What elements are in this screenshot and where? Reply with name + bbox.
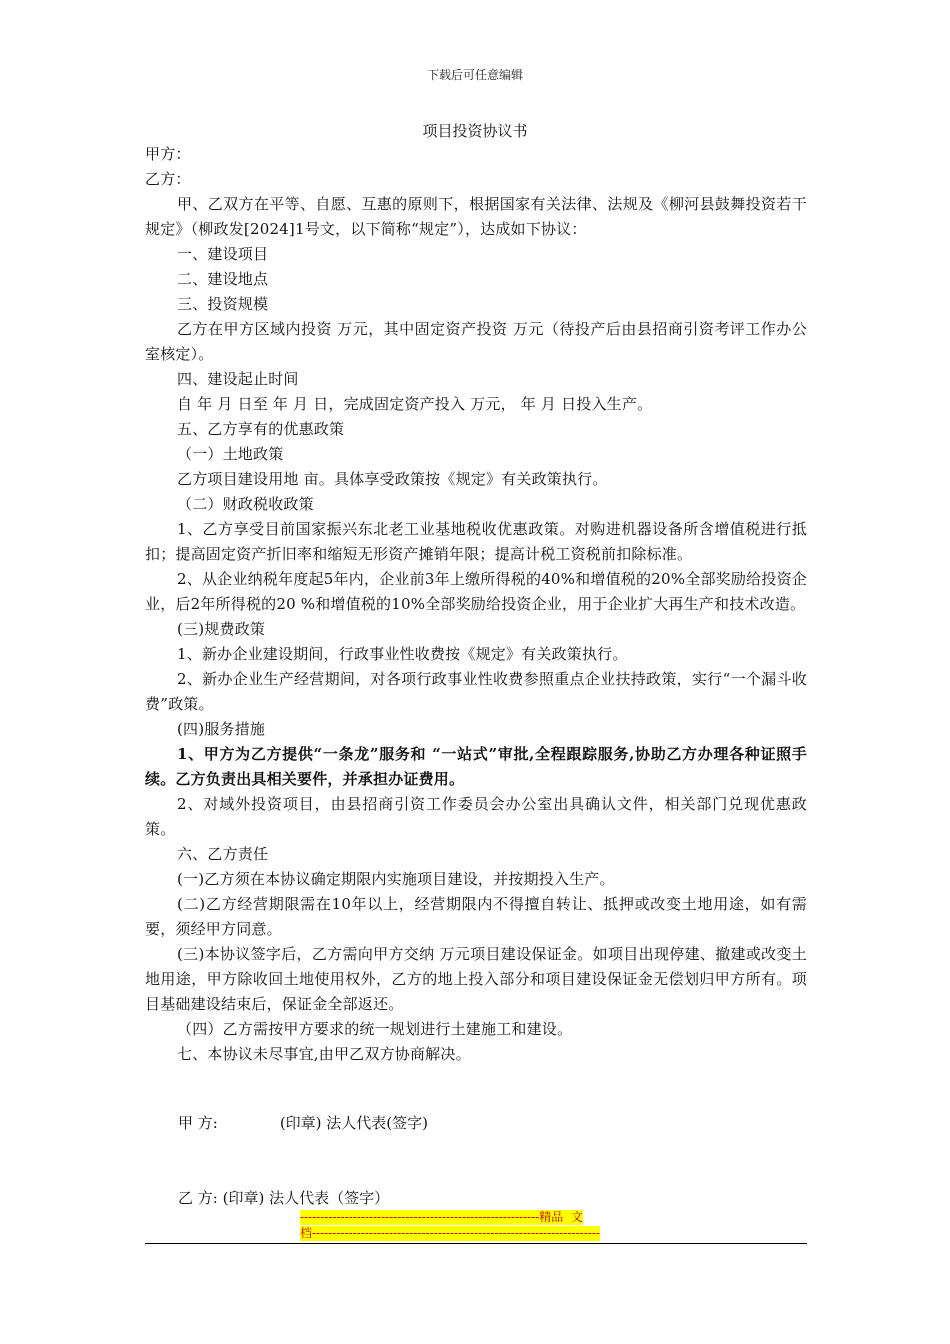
paragraph: (二)乙方经营期限需在10年以上，经营期限内不得擅自转让、抵押或改变土地用途，如有需要，须经甲方同意。 (145, 895, 807, 938)
subsection-heading: （二）财政税收政策 (177, 495, 314, 513)
section-heading: 三、投资规模 (177, 295, 269, 313)
party-a-signature-text: (印章) 法人代表(签字) (279, 1114, 429, 1132)
party-a-signature-label: 甲 方: (178, 1114, 218, 1132)
party-b-line: 乙方： (145, 170, 191, 188)
signature-party-a (178, 1112, 428, 1133)
header-note: 下载后可任意编辑 (426, 68, 523, 82)
section-heading: 七、本协议未尽事宜,由甲乙双方协商解决。 (177, 1045, 471, 1063)
section-heading: 六、乙方责任 (177, 845, 269, 863)
footer-rule (145, 1243, 807, 1244)
signature-party-b: 乙 方: (印章) 法人代表（签字） (178, 1189, 390, 1207)
paragraph: (一)乙方须在本协议确定期限内实施项目建设，并按期投入生产。 (177, 870, 615, 888)
section-heading: 四、建设起止时间 (177, 370, 299, 388)
preamble-paragraph: 甲、乙双方在平等、自愿、互惠的原则下，根据国家有关法律、法规及《柳河县鼓舞投资若干规定》（柳政发[2024]1号文，以下简称“规定”），达成如下协议： (145, 195, 807, 238)
paragraph: 1、新办企业建设期间，行政事业性收费按《规定》有关政策执行。 (177, 645, 628, 663)
subsection-heading: （一）土地政策 (177, 445, 284, 463)
paragraph: 2、新办企业生产经营期间，对各项行政事业性收费参照重点企业扶持政策，实行“一个漏斗收费”政策。 (145, 670, 807, 713)
paragraph: 自 年 月 日至 年 月 日，完成固定资产投入 万元， 年 月 日投入生产。 (177, 395, 653, 413)
document-title: 项目投资协议书 (422, 122, 528, 140)
section-heading: 一、建设项目 (177, 245, 269, 263)
bold-paragraph: 1、甲方为乙方提供“一条龙”服务和 “一站式”审批,全程跟踪服务,协助乙方办理各种证照手续。乙方负责出具相关要件，并承担办证费用。 (145, 745, 807, 788)
section-heading: 五、乙方享有的优惠政策 (177, 420, 345, 438)
paragraph: (三)本协议签字后，乙方需向甲方交纳 万元项目建设保证金。如项目出现停建、撤建或改变土地用途，甲方除收回土地使用权外，乙方的地上投入部分和项目建设保证金无偿划归甲方所有。项目基础建设结束后，保证金全部返还。 (145, 945, 807, 1013)
paragraph: 乙方在甲方区域内投资 万元，其中固定资产投资 万元（待投产后由县招商引资考评工作办公室核定）。 (145, 320, 807, 363)
footer-watermark-line-2: 档----------------------------------------------------------------------- (300, 1226, 600, 1240)
subsection-heading: (三)规费政策 (177, 620, 266, 638)
paragraph: 2、对域外投资项目，由县招商引资工作委员会办公室出具确认文件，相关部门兑现优惠政策。 (145, 795, 807, 838)
section-heading: 二、建设地点 (177, 270, 269, 288)
subsection-heading: (四)服务措施 (177, 720, 266, 738)
footer-watermark-line-1: -----------------------------------------------------------精品 文 (300, 1210, 583, 1224)
paragraph: （四）乙方需按甲方要求的统一规划进行土建施工和建设。 (177, 1020, 573, 1038)
paragraph: 1、乙方享受目前国家振兴东北老工业基地税收优惠政策。对购进机器设备所含增值税进行抵扣；提高固定资产折旧率和缩短无形资产摊销年限；提高计税工资税前扣除标准。 (145, 520, 807, 563)
paragraph: 2、从企业纳税年度起5年内，企业前3年上缴所得税的40%和增值税的20%全部奖励给投资企业，后2年所得税的20 %和增值税的10%全部奖励给投资企业，用于企业扩大再生产和技术改造。 (145, 570, 807, 613)
document-body (145, 142, 807, 1067)
party-a-line: 甲方： (145, 145, 191, 163)
paragraph: 乙方项目建设用地 亩。具体享受政策按《规定》有关政策执行。 (177, 470, 608, 488)
